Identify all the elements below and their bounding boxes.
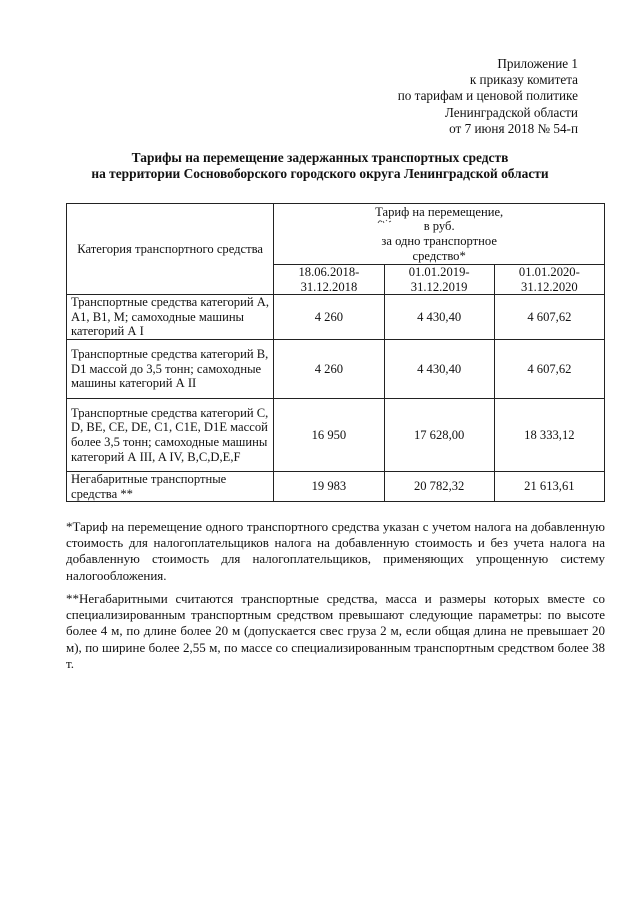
table-row (67, 398, 605, 471)
value-cell: 17 628,00 (384, 398, 494, 471)
tariff-header (274, 204, 605, 265)
value-cell: 4 607,62 (494, 339, 604, 398)
value-cell: 16 950 (274, 398, 384, 471)
document-title (60, 150, 580, 182)
category-cell: Транспортные средства категорий A, A1, B1, M; самоходные машины категорий А I (67, 295, 274, 340)
annex-block (348, 56, 578, 137)
footnote-vat: *Тариф на перемещение одного транспортного средства указан с учетом налога на добавленную стоимость для налогоплательщиков налога на добавленную стоимость и без учета налога на добавленную стоимость для налогоплательщиков, применяющих упрощенную систему налогообложения. (66, 519, 605, 583)
table-row (67, 471, 605, 501)
period-header: 01.01.2020-31.12.2020 (494, 265, 604, 295)
category-cell: Негабаритные транспортные средства ** (67, 471, 274, 501)
tariff-header-line: Тариф на перемещение, (375, 204, 504, 219)
period-header: 01.01.2019-31.12.2019 (384, 265, 494, 295)
value-cell: 4 430,40 (384, 339, 494, 398)
table-header-row (67, 204, 605, 265)
value-cell: 19 983 (274, 471, 384, 501)
annex-line: по тарифам и ценовой политике (397, 88, 578, 104)
value-cell: 4 607,62 (494, 295, 604, 340)
annex-line: от 7 июня 2018 № 54-п (449, 120, 578, 136)
annex-line: к приказу комитета (469, 72, 578, 88)
value-cell: 4 260 (274, 295, 384, 340)
annex-line: Приложение 1 (497, 56, 578, 71)
annex-line: Ленинградской области (444, 104, 578, 120)
value-cell: 20 782,32 (384, 471, 494, 501)
title-line-1: Тарифы на перемещение задержанных транспортных средств (131, 150, 509, 165)
category-header: Категория транспортного средства (67, 204, 274, 295)
table-row (67, 339, 605, 398)
period-header: 18.06.2018-31.12.2018 (274, 265, 384, 295)
value-cell: 21 613,61 (494, 471, 604, 501)
tariff-header-line: средство* (412, 248, 466, 263)
category-cell: Транспортные средства категорий B, D1 массой до 3,5 тонн; самоходные машины категорий А II (67, 339, 274, 398)
value-cell: 4 260 (274, 339, 384, 398)
footnote-oversized: **Негабаритными считаются транспортные средства, масса и размеры которых вместе со специализированным транспортным средством превышают следующие параметры: по высоте более 4 м, по длине более 20 м (допускается свес груза 2 м, если общая длина не превышает 20 м), по ширине более 2,55 м, по массе со специализированным транспортным средством более 38 т. (66, 591, 605, 671)
category-cell: Транспортные средства категорий C, D, BE, CE, DE, C1, C1E, D1E массой более 3,5 тонн; самоходные машины категорий А III, A IV, B,C,D,E,F (67, 398, 274, 471)
title-line-2: на территории Сосновоборского городского округа Ленинградской области (91, 166, 549, 181)
value-cell: 18 333,12 (494, 398, 604, 471)
value-cell: 4 430,40 (384, 295, 494, 340)
tariff-header-line: в руб. (423, 219, 455, 234)
tariff-table (66, 203, 605, 502)
tariff-header-line: за одно транспортное (381, 234, 497, 248)
table-row (67, 295, 605, 340)
